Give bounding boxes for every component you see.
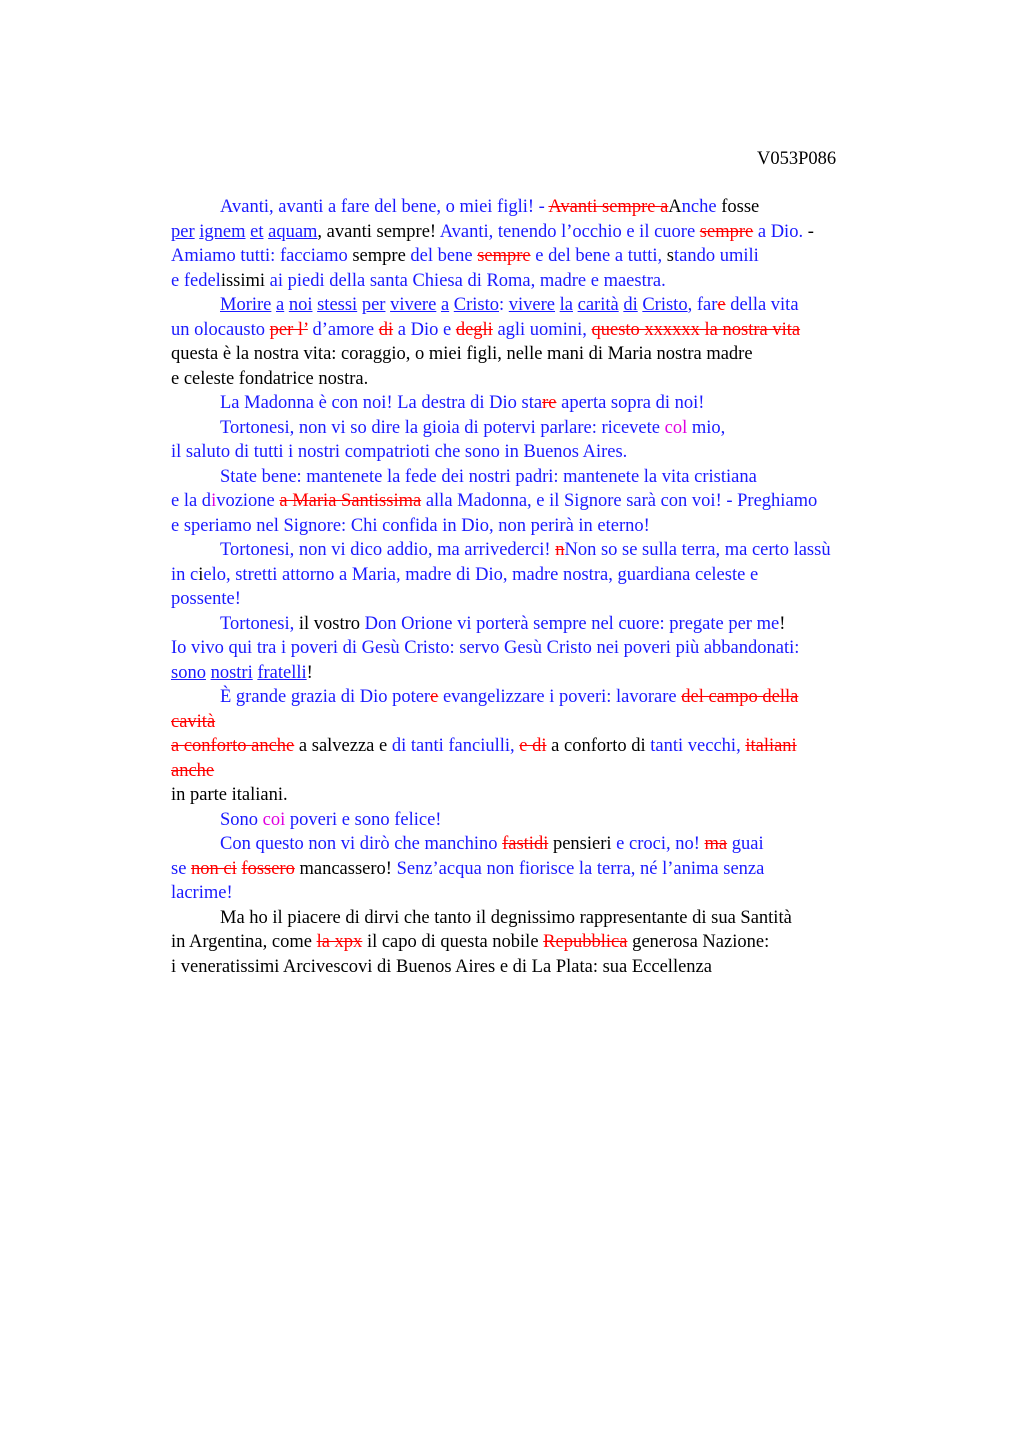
deleted-text: sempre <box>477 246 531 266</box>
text-segment: ! <box>306 662 313 683</box>
highlighted-text: col <box>664 417 688 438</box>
underlined-text: di <box>623 295 638 315</box>
text-segment: di tanti fanciulli, <box>391 736 520 756</box>
text-segment: - <box>803 221 814 242</box>
highlighted-text: i <box>211 491 217 511</box>
deleted-text: ma <box>704 834 728 854</box>
underlined-text: ignem <box>199 221 246 242</box>
text-segment: e speriamo nel Signore: Chi confida in Dio, non perirà in eterno! <box>171 515 650 536</box>
deleted-text: fastidi <box>502 834 549 854</box>
text-line <box>171 563 911 588</box>
deleted-text: di <box>378 319 394 340</box>
text-line <box>171 514 911 539</box>
deleted-text: del campo della <box>681 687 799 707</box>
page-reference-code: V053P086 <box>757 149 837 169</box>
text-segment: generosa Nazione: <box>627 932 770 952</box>
highlighted-text: coi <box>262 809 286 830</box>
underlined-text: fratelli <box>257 662 307 683</box>
text-segment: in c <box>171 564 199 585</box>
underlined-text: Morire <box>220 295 272 315</box>
underlined-text: stessi <box>317 295 358 315</box>
text-segment: Avanti, tenendo l’occhio e il cuore <box>439 221 700 242</box>
text-line <box>171 342 911 367</box>
text-segment: issimi <box>220 270 266 291</box>
text-segment: a Dio. <box>753 221 804 242</box>
text-line <box>171 808 911 833</box>
text-segment: Non so se sulla terra, ma certo lassù <box>564 540 831 560</box>
text-segment: mio, <box>687 417 726 438</box>
text-line <box>171 465 911 490</box>
text-segment: s <box>666 246 674 266</box>
text-segment: Avanti, avanti a fare del bene, o miei figli! - <box>220 197 549 217</box>
deleted-text: la xpx <box>316 932 363 952</box>
underlined-text: per <box>361 295 386 315</box>
deleted-text: anche <box>171 760 215 781</box>
text-segment: Don Orione vi porterà sempre nel cuore: pregate per me <box>364 613 780 634</box>
underlined-text: sono <box>171 662 206 683</box>
deleted-text: re <box>542 393 557 413</box>
text-segment: sempre <box>352 246 406 266</box>
deleted-text: n <box>555 540 565 560</box>
text-line <box>171 930 911 955</box>
text-segment: questa è la nostra vita: coraggio, o miei figli, nelle mani di Maria nostra madre <box>171 344 753 364</box>
text-segment: ai piedi della santa Chiesa di Roma, madre e maestra. <box>265 270 666 291</box>
underlined-text: noi <box>288 295 313 315</box>
text-segment: d’amore <box>307 319 379 340</box>
text-segment: un olocausto <box>171 319 270 340</box>
deleted-text: fossero <box>241 858 295 879</box>
text-line <box>171 440 911 465</box>
text-segment: in Argentina, come <box>171 932 317 952</box>
text-segment: se <box>171 858 192 879</box>
deleted-text: a Maria Santissima <box>279 491 422 511</box>
text-line <box>171 244 911 269</box>
text-line <box>171 685 911 710</box>
text-segment: del bene <box>405 246 478 266</box>
deleted-text: e di <box>519 736 547 756</box>
text-segment: Senz’acqua non fiorisce la terra, né l’anima senza <box>396 858 765 879</box>
text-segment: il saluto di tutti i nostri compatrioti che sono in Buenos Aires. <box>171 442 628 462</box>
text-line <box>171 220 911 245</box>
text-line <box>171 636 911 661</box>
text-line <box>171 710 911 735</box>
text-segment: lacrime! <box>171 883 233 903</box>
text-segment: A <box>668 197 682 217</box>
deleted-text: a conforto anche <box>171 736 295 756</box>
text-segment: i veneratissimi Arcivescovi di Buenos Aires e di La Plata: sua Eccellenza <box>171 956 712 977</box>
text-line <box>171 759 911 784</box>
deleted-text: italiani <box>745 736 797 756</box>
text-line <box>171 195 911 220</box>
text-segment: Con questo non vi dirò che manchino <box>220 834 503 854</box>
deleted-text: per l’ <box>269 319 308 340</box>
text-segment: aperta sopra di noi! <box>556 393 705 413</box>
deleted-text: cavità <box>171 711 216 732</box>
text-line <box>171 367 911 392</box>
text-segment: nche <box>681 197 717 217</box>
text-segment: Tortonesi, <box>220 613 295 634</box>
letter-body <box>171 195 911 979</box>
text-segment: a Dio e <box>393 319 456 340</box>
text-segment: i <box>198 564 204 585</box>
underlined-text: vivere <box>390 295 437 315</box>
text-line <box>171 489 911 514</box>
text-segment: fosse <box>716 197 760 217</box>
text-segment: a salvezza e <box>294 736 392 756</box>
deleted-text: degli <box>455 319 493 340</box>
text-segment: e fedel <box>171 270 221 291</box>
underlined-text: vivere <box>508 295 556 315</box>
text-segment: in parte italiani. <box>171 785 288 805</box>
text-segment: , avanti sempre! <box>317 221 440 242</box>
text-segment: , far <box>687 295 718 315</box>
text-segment: mancassero! <box>294 858 397 879</box>
text-segment: guai <box>727 834 764 854</box>
text-segment: e croci, no! <box>611 834 705 854</box>
underlined-text: a <box>440 295 450 315</box>
text-segment: Tortonesi, non vi so dire la gioia di potervi parlare: ricevete <box>220 417 665 438</box>
deleted-text: questo xxxxxx la nostra vita <box>591 319 801 340</box>
text-line <box>171 416 911 441</box>
text-segment: State bene: mantenete la fede dei nostri padri: mantenete la vita cristiana <box>220 466 757 487</box>
underlined-text: Cristo <box>453 295 500 315</box>
text-segment: poveri e sono felice! <box>285 809 442 830</box>
text-segment: e la d <box>171 491 212 511</box>
text-line <box>171 857 911 882</box>
text-segment: a conforto di <box>546 736 651 756</box>
text-line <box>171 955 911 980</box>
underlined-text: aquam <box>268 221 318 242</box>
text-segment: pensieri <box>548 834 612 854</box>
underlined-text: Cristo <box>642 295 688 315</box>
text-segment: possente! <box>171 589 241 609</box>
text-line <box>171 612 911 637</box>
text-line <box>171 832 911 857</box>
underlined-text: carità <box>577 295 619 315</box>
text-segment: È grande grazia di Dio poter <box>220 687 431 707</box>
deleted-text: e <box>430 687 439 707</box>
text-segment: il capo di questa nobile <box>362 932 544 952</box>
text-line <box>171 881 911 906</box>
text-line <box>171 269 911 294</box>
deleted-text: sempre <box>699 221 754 242</box>
text-segment: e del bene a tutti, <box>530 246 667 266</box>
underlined-text: per <box>171 221 195 242</box>
text-segment: Ma ho il piacere di dirvi che tanto il degnissimo rappresentante di sua Santità <box>220 907 792 928</box>
text-segment: evangelizzare i poveri: lavorare <box>438 687 682 707</box>
text-segment: della vita <box>725 295 799 315</box>
underlined-text: a <box>276 295 285 315</box>
text-line <box>171 538 911 563</box>
text-line <box>171 293 911 318</box>
text-line <box>171 391 911 416</box>
text-segment: vozione <box>216 491 280 511</box>
underlined-text: et <box>250 221 264 242</box>
text-line <box>171 906 911 931</box>
deleted-text: Repubblica <box>543 932 628 952</box>
text-segment: Io vivo qui tra i poveri di Gesù Cristo: servo Gesù Cristo nei poveri più abbandonati: <box>171 638 800 658</box>
text-line <box>171 783 911 808</box>
text-segment: La Madonna è con noi! La destra di Dio sta <box>220 393 543 413</box>
underlined-text: nostri <box>210 662 253 683</box>
text-segment: tando umili <box>673 246 759 266</box>
deleted-text: e <box>717 295 726 315</box>
text-segment: agli uomini, <box>492 319 592 340</box>
text-segment: il vostro <box>294 613 365 634</box>
text-line <box>171 587 911 612</box>
text-segment: alla Madonna, e il Signore sarà con voi! - Preghiamo <box>421 491 818 511</box>
underlined-text: la <box>559 295 573 315</box>
text-segment: tanti vecchi, <box>650 736 746 756</box>
text-segment: Sono <box>220 809 263 830</box>
text-line <box>171 318 911 343</box>
deleted-text: non ci <box>191 858 237 879</box>
text-segment: e celeste fondatrice nostra. <box>171 368 369 389</box>
text-segment: elo, stretti attorno a Maria, madre di Dio, madre nostra, guardiana celeste e <box>203 564 759 585</box>
text-segment: Tortonesi, non vi dico addio, ma arrivederci! <box>220 540 556 560</box>
deleted-text: Avanti sempre a <box>548 197 669 217</box>
text-segment: ! <box>779 613 786 634</box>
text-segment: Amiamo tutti: facciamo <box>171 246 353 266</box>
text-segment: : <box>499 295 509 315</box>
text-line <box>171 734 911 759</box>
text-line <box>171 661 911 686</box>
